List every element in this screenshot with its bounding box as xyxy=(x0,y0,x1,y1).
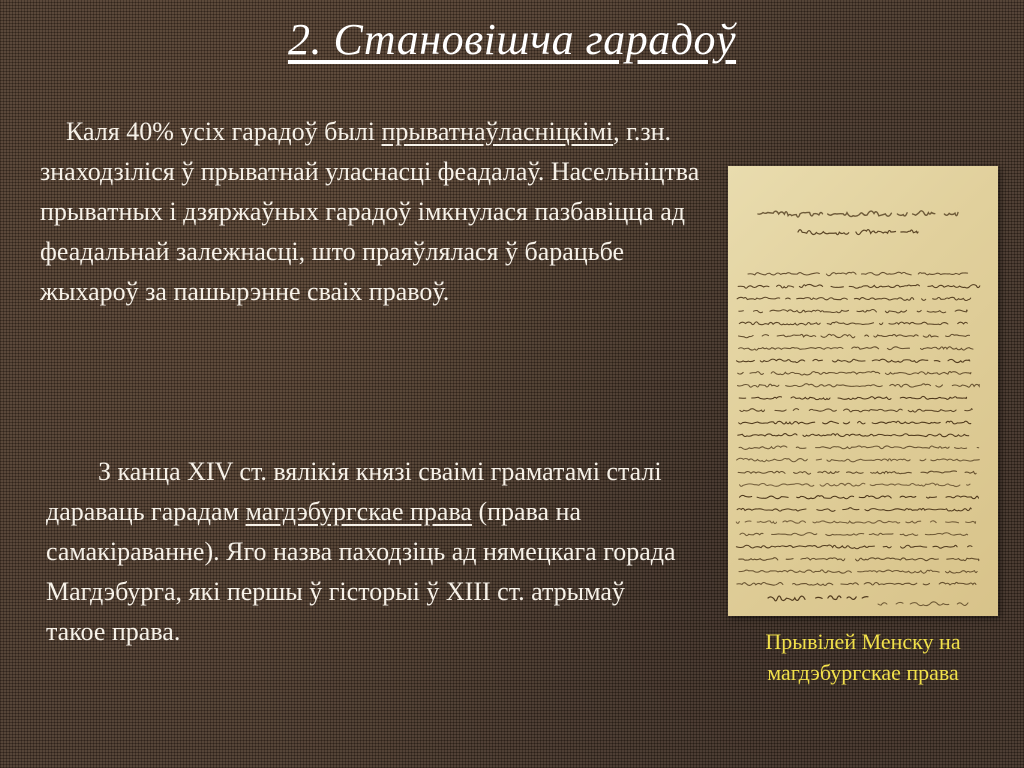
handwriting-stroke xyxy=(739,347,973,350)
handwriting-stroke xyxy=(878,602,968,606)
handwriting-stroke xyxy=(737,297,971,300)
handwriting-stroke xyxy=(736,545,972,549)
handwriting-stroke xyxy=(738,284,980,288)
paragraph-2-text-after: (права на самакіраванне). Яго назва паходзіць ад нямецкага горада Магдэбурга, які першы ў гісторыі ў XIII ст. атрымаў такое права. xyxy=(46,497,676,646)
handwriting-stroke xyxy=(739,558,979,561)
handwriting-stroke xyxy=(738,434,969,437)
handwriting-stroke xyxy=(768,596,868,601)
handwriting-stroke xyxy=(748,272,968,276)
paragraph-2-text-before: З канца XIV ст. вялікія князі сваімі граматамі сталі дараваць гарадам xyxy=(46,457,662,526)
minsk-privilege-manuscript-image xyxy=(728,166,998,616)
paragraph-1-text-before: Каля 40% усіх гарадоў былі xyxy=(66,117,382,146)
paragraph-2-underlined-term: магдэбургскае права xyxy=(245,497,472,526)
handwriting-stroke xyxy=(739,446,979,450)
handwriting-stroke xyxy=(740,533,968,536)
manuscript-handwriting xyxy=(728,166,998,616)
handwriting-stroke xyxy=(740,483,971,486)
handwriting-stroke xyxy=(737,359,970,362)
paragraph-1-text-after: , г.зн. знаходзіліся ў прыватнай уласнасці феадалаў. Насельніцтва прыватных і дзяржаўных гарадоў імкнулася пазбавіцца ад феадальнай залежнасці, што праяўлялася ў барацьбе жыхароў за пашырэнне сваіх правоў. xyxy=(40,117,700,306)
handwriting-stroke xyxy=(798,230,918,235)
handwriting-stroke xyxy=(737,458,980,462)
handwriting-stroke xyxy=(737,508,971,512)
paragraph-private-towns xyxy=(40,112,710,312)
paragraph-magdeburg-law xyxy=(46,452,686,652)
handwriting-stroke xyxy=(738,471,976,474)
handwriting-stroke xyxy=(739,570,977,573)
handwriting-stroke xyxy=(739,421,971,424)
handwriting-stroke xyxy=(739,396,966,399)
handwriting-stroke xyxy=(739,322,967,325)
figure-caption: Прывілей Менску на магдэбургскае права xyxy=(765,629,961,685)
slide-title: 2. Становішча гарадоў xyxy=(287,15,737,64)
handwriting-stroke xyxy=(736,521,975,524)
handwriting-stroke xyxy=(738,371,971,375)
handwriting-stroke xyxy=(740,409,972,412)
handwriting-stroke xyxy=(739,309,967,312)
paragraph-1-underlined-term: прыватнаўласніцкімі xyxy=(381,117,614,146)
handwriting-stroke xyxy=(738,384,980,387)
handwriting-stroke xyxy=(758,211,958,217)
handwriting-stroke xyxy=(737,582,976,585)
handwriting-stroke xyxy=(740,495,979,498)
handwriting-stroke xyxy=(739,334,970,338)
